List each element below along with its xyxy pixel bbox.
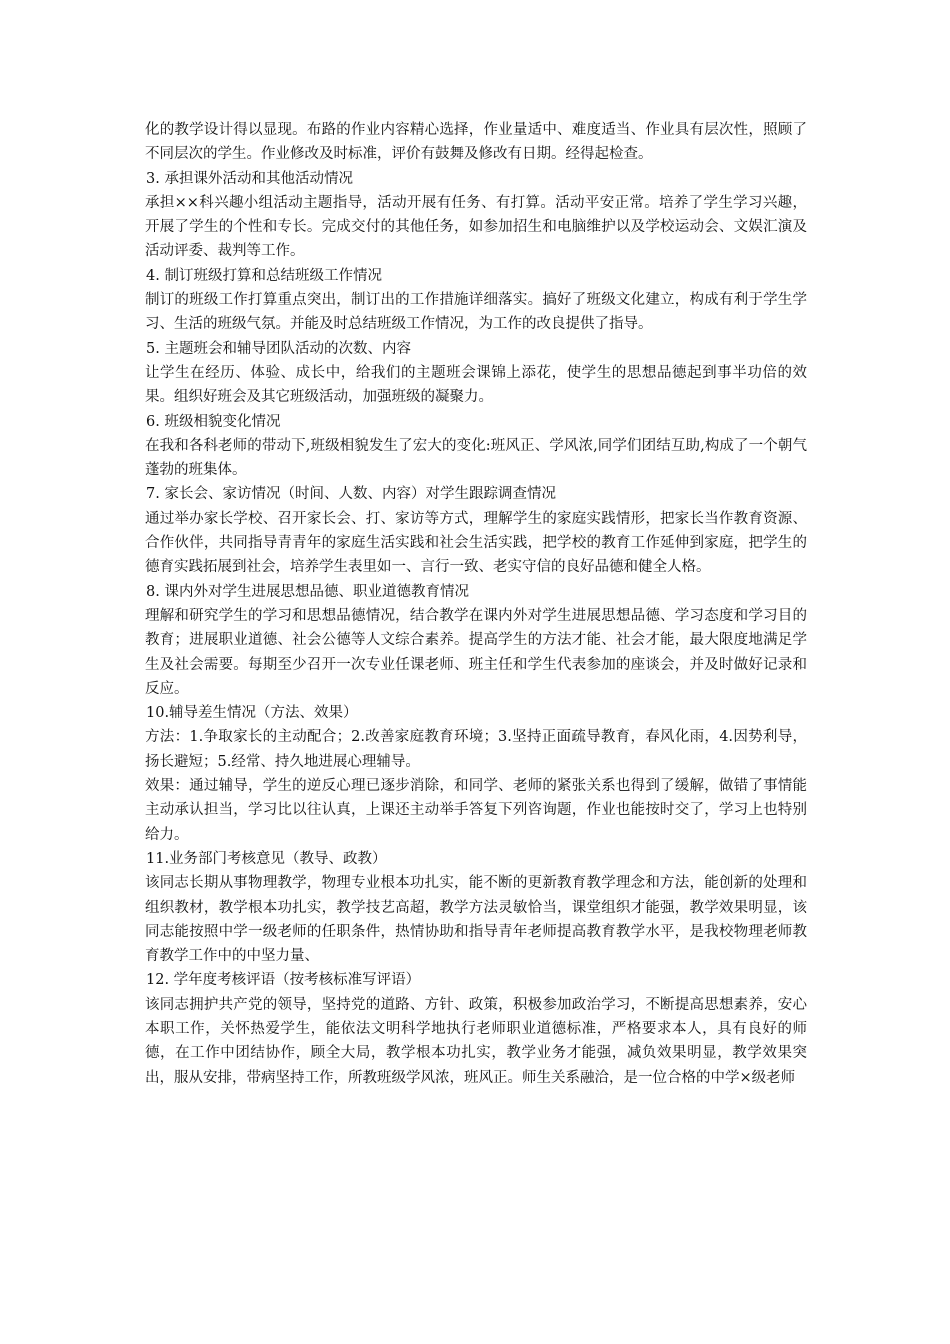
paragraph-tutoring-methods: 方法：1.争取家长的主动配合；2.改善家庭教育环境；3.坚持正面疏导教育，春风化雨，4.因势利导，扬长避短；5.经常、持久地进展心理辅导。 bbox=[145, 729, 807, 770]
paragraph-extracurricular-activities: 承担××科兴趣小组活动主题指导，活动开展有任务、有打算。活动平安正常。培养了学生学习兴趣，开展了学生的个性和专长。完成交付的其他任务，如参加招生和电脑维护以及学校运动会、文娱汇演及活动评委、裁判等工作。 bbox=[145, 194, 807, 260]
paragraph-class-appearance-changes: 在我和各科老师的带动下,班级相貌发生了宏大的变化:班风正、学风浓,同学们团结互助,构成了一个朝气蓬勃的班集体。 bbox=[145, 437, 807, 479]
heading-theme-class-meetings: 5. 主题班会和辅导团队活动的次数、内容 bbox=[146, 340, 411, 357]
paragraph-theme-class-meetings: 让学生在经历、体验、成长中，给我们的主题班会课锦上添花，使学生的思想品德起到事半功倍的效果。组织好班会及其它班级活动，加强班级的凝聚力。 bbox=[145, 364, 807, 406]
heading-department-assessment: 11.业务部门考核意见（教导、政教） bbox=[146, 850, 387, 867]
document-page bbox=[145, 118, 807, 1090]
heading-class-plan-summary: 4. 制订班级打算和总结班级工作情况 bbox=[146, 267, 382, 284]
heading-extracurricular-activities: 3. 承担课外活动和其他活动情况 bbox=[146, 170, 353, 187]
paragraph-homework-continued: 化的教学设计得以显现。布路的作业内容精心选择，作业量适中、难度适当、作业具有层次性，照顾了不同层次的学生。作业修改及时标准，评价有鼓舞及修改有日期。经得起检查。 bbox=[145, 122, 807, 163]
heading-moral-education: 8. 课内外对学生进展思想品德、职业道德教育情况 bbox=[146, 583, 469, 600]
heading-parent-meetings-visits: 7. 家长会、家访情况（时间、人数、内容）对学生跟踪调查情况 bbox=[146, 486, 556, 503]
paragraph-parent-meetings-visits: 通过举办家长学校、召开家长会、打、家访等方式，理解学生的家庭实践情形，把家长当作教育资源、合作伙伴，共同指导青青年的家庭生活实践和社会生活实践，把学校的教育工作延伸到家庭，把学生的德育实践拓展到社会，培养学生表里如一、言行一致、老实守信的良好品德和健全人格。 bbox=[145, 510, 807, 576]
paragraph-department-assessment: 该同志长期从事物理教学，物理专业根本功扎实，能不断的更新教育教学理念和方法，能创新的处理和组织教材，教学根本功扎实，教学技艺高超，教学方法灵敏恰当，课堂组织才能强，教学效果明显，该同志能按照中学一级老师的任职条件，热情协助和指导青年老师提高教育教学水平，是我校物理老师教育教学工作中的中坚力量、 bbox=[145, 875, 807, 965]
paragraph-tutoring-effects: 效果：通过辅导，学生的逆反心理已逐步消除，和同学、老师的紧张关系也得到了缓解，做错了事情能主动承认担当，学习比以往认真，上课还主动举手答复下列咨询题，作业也能按时交了，学习上也特别给力。 bbox=[145, 778, 807, 843]
paragraph-annual-evaluation: 该同志拥护共产党的领导，坚持党的道路、方针、政策，积极参加政治学习，不断提高思想素养，安心本职工作，关怀热爱学生，能依法文明科学地执行老师职业道德标准，严格要求本人，具有良好的师德，在工作中团结协作，顾全大局，教学根本功扎实，教学业务才能强，减负效果明显，教学效果突出，服从安排，带病坚持工作，所教班级学风浓，班风正。师生关系融洽，是一位合格的中学×级老师 bbox=[145, 996, 807, 1086]
paragraph-moral-education: 理解和研究学生的学习和思想品德情况，结合教学在课内外对学生进展思想品德、学习态度和学习目的教育；进展职业道德、社会公德等人文综合素养。提高学生的方法才能、社会才能，最大限度地满足学生及社会需要。每期至少召开一次专业任课老师、班主任和学生代表参加的座谈会，并及时做好记录和反应。 bbox=[145, 607, 807, 697]
heading-class-appearance-changes: 6. 班级相貌变化情况 bbox=[146, 413, 281, 430]
heading-annual-evaluation: 12. 学年度考核评语（按考核标准写评语） bbox=[146, 972, 421, 989]
paragraph-class-plan-summary: 制订的班级工作打算重点突出，制订出的工作措施详细落实。搞好了班级文化建立，构成有利于学生学习、生活的班级气氛。并能及时总结班级工作情况，为工作的改良提供了指导。 bbox=[145, 292, 807, 333]
heading-tutoring-weak-students: 10.辅导差生情况（方法、效果） bbox=[146, 705, 358, 722]
